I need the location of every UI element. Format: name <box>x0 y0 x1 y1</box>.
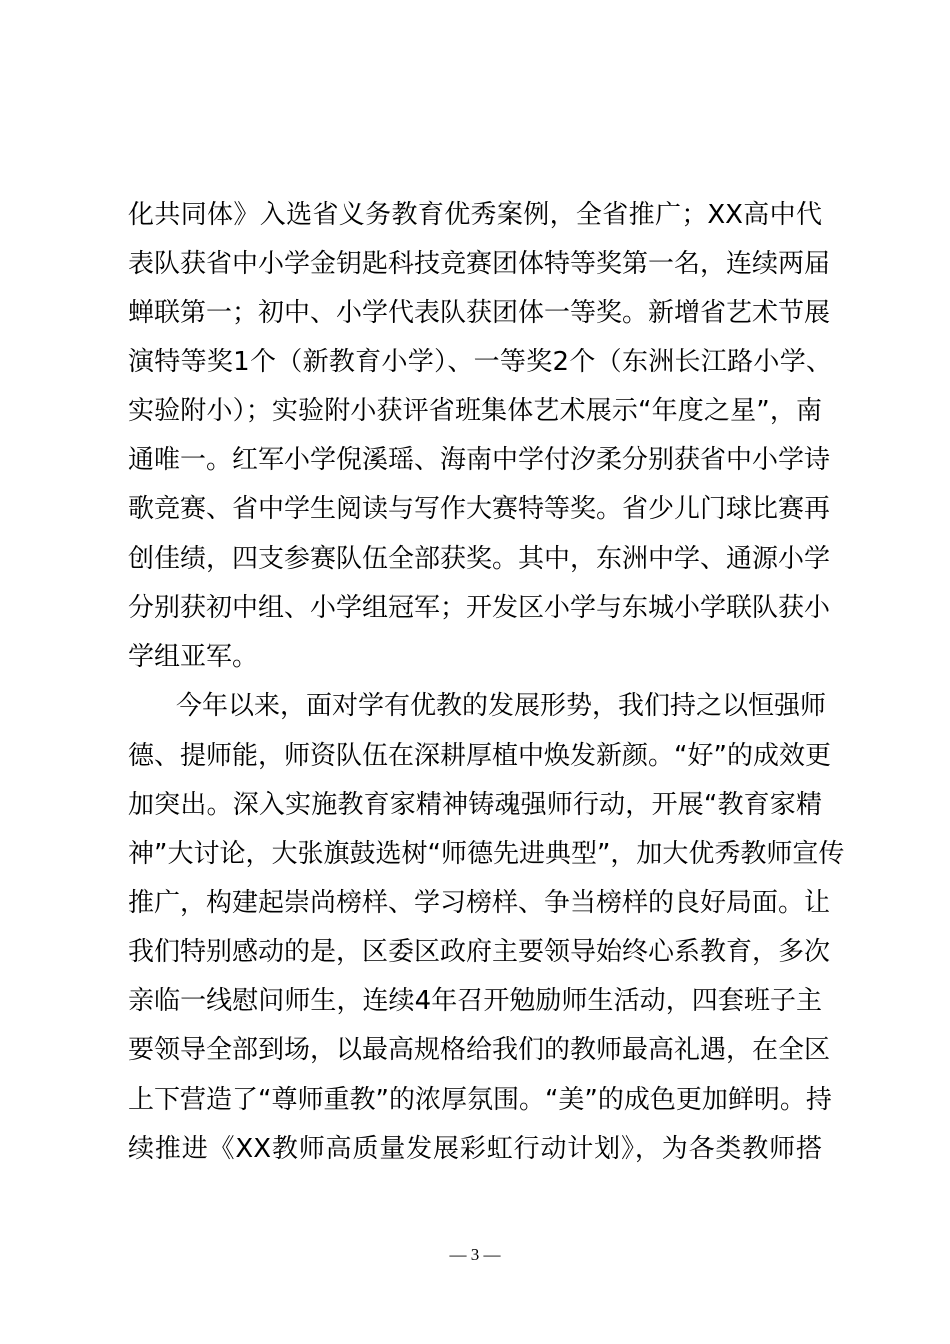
paragraph-line: 蝉联第一；初中、小学代表队获团体一等奖。新增省艺术节展 <box>128 298 831 328</box>
paragraph-line: 加突出。深入实施教育家精神铸魂强师行动，开展“教育家精 <box>128 790 822 820</box>
paragraph-line: 表队获省中小学金钥匙科技竞赛团体特等奖第一名，连续两届 <box>128 249 831 279</box>
paragraph-line: 学组亚军。 <box>128 642 259 672</box>
paragraph-line: 实验附小）；实验附小获评省班集体艺术展示“年度之星”，南 <box>128 396 822 426</box>
paragraph-line: 上下营造了“尊师重教”的浓厚氛围。“美”的成色更加鲜明。持 <box>128 1085 832 1115</box>
paragraph-line: 今年以来，面对学有优教的发展形势，我们持之以恒强师 <box>176 691 827 721</box>
paragraph-line: 要领导全部到场，以最高规格给我们的教师最高礼遇，在全区 <box>128 1035 831 1065</box>
paragraph-line: 神”大讨论，大张旗鼓选树“师德先进典型”，加大优秀教师宣传 <box>128 839 845 869</box>
paragraph-line: 亲临一线慰问师生，连续4年召开勉励师生活动，四套班子主 <box>128 986 822 1016</box>
paragraph-line: 创佳绩，四支参赛队伍全部获奖。其中，东洲中学、通源小学 <box>128 544 831 574</box>
paragraph-line: 化共同体》入选省义务教育优秀案例，全省推广；XX高中代 <box>128 200 822 230</box>
page-number: — 3 — <box>449 1245 501 1264</box>
paragraph-line: 通唯一。红军小学倪溪瑶、海南中学付汐柔分别获省中小学诗 <box>128 445 831 475</box>
paragraph-line: 我们特别感动的是，区委区政府主要领导始终心系教育，多次 <box>128 937 831 967</box>
paragraph-line: 德、提师能，师资队伍在深耕厚植中焕发新颜。“好”的成效更 <box>128 741 831 771</box>
paragraph-line: 分别获初中组、小学组冠军；开发区小学与东城小学联队获小 <box>128 593 831 623</box>
paragraph-line: 推广，构建起崇尚榜样、学习榜样、争当榜样的良好局面。让 <box>128 888 831 918</box>
paragraph-line: 续推进《XX教师高质量发展彩虹行动计划》，为各类教师搭 <box>128 1134 822 1164</box>
paragraph-line: 演特等奖1个（新教育小学）、一等奖2个（东洲长江路小学、 <box>128 347 832 377</box>
paragraph-line: 歌竞赛、省中学生阅读与写作大赛特等奖。省少儿门球比赛再 <box>128 494 831 524</box>
